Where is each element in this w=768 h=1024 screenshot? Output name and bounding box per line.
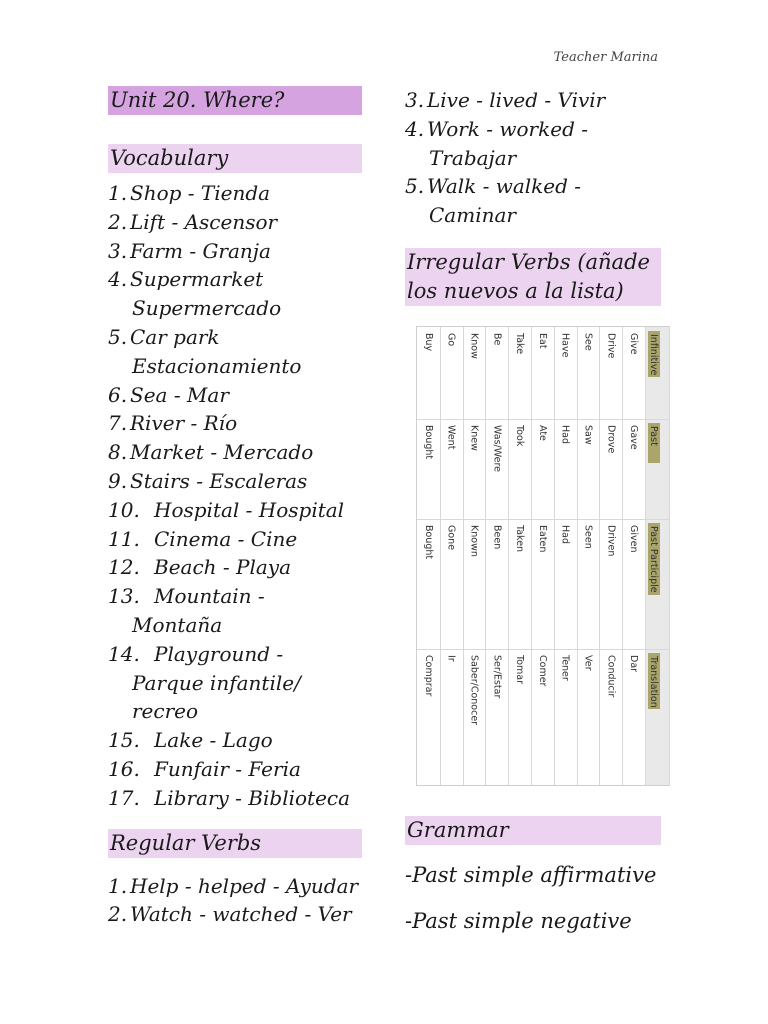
item-text: Car park	[130, 324, 220, 349]
table-cell	[417, 649, 440, 785]
item-number: 2.	[108, 209, 128, 234]
table-cell	[508, 649, 531, 785]
irregular-verbs-table	[416, 326, 670, 786]
item-text: Playground -	[154, 641, 284, 666]
table-cell-text: Seen	[582, 525, 594, 549]
left-column	[108, 86, 362, 929]
table-cell-text: Gone	[445, 525, 457, 551]
table-cell-text: Eaten	[536, 525, 548, 553]
table-cell	[508, 419, 531, 519]
item-number: 10.	[108, 497, 140, 522]
table-cell	[622, 419, 645, 519]
item-number: 4.	[108, 267, 128, 292]
table-cell-text: Given	[628, 525, 640, 553]
item-continuation: Supermercado	[132, 296, 282, 321]
table-cell-text: Comer	[536, 655, 548, 687]
table-cell	[463, 419, 486, 519]
table-cell	[485, 519, 508, 649]
table-cell-text: Bought	[422, 525, 434, 560]
list-item	[108, 381, 362, 410]
regular-verbs-list-right	[405, 86, 661, 230]
grammar-item-affirmative: -Past simple affirmative	[405, 863, 657, 887]
table-row	[531, 327, 555, 785]
item-number: 13.	[108, 584, 140, 609]
table-header-text: Infinitive	[648, 334, 659, 376]
table-cell	[531, 327, 554, 419]
table-cell-text: Gave	[628, 425, 640, 450]
table-cell-text: Known	[468, 525, 480, 557]
item-number: 7.	[108, 411, 128, 436]
list-item	[108, 467, 362, 496]
author-name: Teacher Marina	[553, 50, 658, 65]
item-text: River - Río	[130, 411, 238, 436]
vocabulary-list	[108, 179, 362, 813]
item-text: Supermarket	[130, 267, 264, 292]
irregular-heading-line1: Irregular Verbs (añade	[407, 249, 650, 274]
table-cell	[577, 419, 600, 519]
item-text: Lift - Ascensor	[130, 209, 278, 234]
irregular-verbs-heading	[405, 248, 661, 306]
table-cell-text: Ser/Estar	[491, 655, 503, 699]
table-row	[508, 327, 532, 785]
item-continuation: Caminar	[429, 203, 516, 228]
table-cell	[440, 649, 463, 785]
table-cell-text: Driven	[605, 525, 617, 557]
table-cell	[599, 649, 622, 785]
table-cell-text: Ver	[582, 655, 594, 671]
table-cell	[508, 519, 531, 649]
item-number: 4.	[405, 116, 425, 141]
table-cell-text: Bought	[422, 425, 434, 460]
item-number: 3.	[405, 88, 425, 112]
grammar-item-negative: -Past simple negative	[405, 909, 632, 933]
table-cell	[554, 649, 577, 785]
item-text: Market - Mercado	[130, 440, 314, 465]
table-cell	[440, 519, 463, 649]
table-cell	[554, 519, 577, 649]
list-item	[108, 179, 362, 208]
item-text: Live - lived - Vivir	[427, 88, 606, 112]
table-cell	[417, 419, 440, 519]
table-cell-text: Had	[559, 425, 571, 444]
item-number: 11.	[108, 526, 140, 551]
item-text: Hospital - Hospital	[154, 497, 345, 522]
table-row	[485, 327, 509, 785]
list-item	[108, 496, 362, 525]
regular-verbs-heading: Regular Verbs	[108, 829, 362, 858]
table-cell	[485, 649, 508, 785]
table-cell	[599, 519, 622, 649]
list-item	[108, 784, 362, 813]
table-cell	[577, 519, 600, 649]
table-cell	[577, 327, 600, 419]
item-text: Sea - Mar	[130, 382, 229, 407]
table-cell	[599, 419, 622, 519]
item-text: Work - worked -	[427, 116, 588, 141]
table-cell-text: Comprar	[422, 655, 434, 697]
unit-title: Unit 20. Where?	[108, 86, 362, 115]
table-cell	[463, 327, 486, 419]
table-header-cell	[648, 653, 660, 709]
item-number: 9.	[108, 468, 128, 493]
table-cell	[485, 419, 508, 519]
table-cell-text: Tomar	[514, 655, 526, 684]
item-continuation: Montaña	[132, 612, 223, 637]
table-cell	[463, 519, 486, 649]
table-cell	[554, 419, 577, 519]
table-cell	[508, 327, 531, 419]
list-item	[108, 582, 362, 640]
item-number: 12.	[108, 555, 140, 580]
table-cell	[417, 519, 440, 649]
list-item	[108, 726, 362, 755]
list-item	[108, 553, 362, 582]
table-header-cell	[648, 523, 660, 595]
table-cell-text: Dar	[628, 655, 640, 673]
table-cell	[622, 649, 645, 785]
table-cell	[577, 649, 600, 785]
list-item	[405, 86, 661, 115]
grammar-heading: Grammar	[405, 816, 661, 845]
table-cell-text: Go	[445, 333, 457, 347]
table-cell-text: Knew	[468, 425, 480, 451]
item-text: Lake - Lago	[154, 728, 273, 753]
table-divider	[417, 519, 669, 520]
item-text: Library - Biblioteca	[154, 785, 351, 810]
item-number: 17.	[108, 785, 140, 810]
table-cell-text: Drive	[605, 333, 617, 359]
list-item	[108, 438, 362, 467]
list-item	[108, 237, 362, 266]
table-cell	[622, 519, 645, 649]
table-row	[554, 327, 578, 785]
table-header-text: Past	[648, 426, 659, 446]
grammar-section	[405, 816, 661, 935]
item-text: Stairs - Escaleras	[130, 468, 308, 493]
table-divider	[417, 649, 669, 650]
table-header-column	[645, 327, 670, 785]
irregular-heading-line2: los nuevos a la lista)	[407, 278, 624, 303]
item-number: 8.	[108, 440, 128, 465]
table-cell	[463, 649, 486, 785]
table-cell-text: Drove	[605, 425, 617, 454]
item-number: 3.	[108, 238, 128, 263]
table-header-cell	[648, 331, 660, 377]
table-cell-text: Know	[468, 333, 480, 359]
table-cell-text: Had	[559, 525, 571, 544]
item-text: Help - helped - Ayudar	[130, 873, 359, 898]
item-text: Farm - Granja	[130, 238, 271, 263]
list-item	[405, 172, 661, 230]
list-item	[108, 755, 362, 784]
item-text: Shop - Tienda	[130, 181, 271, 205]
table-cell-text: Be	[491, 333, 503, 346]
table-cell	[599, 327, 622, 419]
table-cell	[531, 419, 554, 519]
table-cell	[417, 327, 440, 419]
table-cell	[554, 327, 577, 419]
vocabulary-heading: Vocabulary	[108, 144, 362, 173]
item-number: 5.	[405, 174, 425, 199]
table-header-text: Translation	[648, 656, 659, 708]
table-row	[599, 327, 623, 785]
table-cell-text: Ate	[536, 425, 548, 441]
table-cell-text: Been	[491, 525, 503, 550]
table-row	[463, 327, 487, 785]
regular-verbs-list-left	[108, 872, 362, 930]
list-item	[405, 115, 661, 173]
table-cell-text: Conducir	[605, 655, 617, 698]
table-cell-text: Saw	[582, 425, 594, 445]
table-row	[577, 327, 601, 785]
table-row	[440, 327, 464, 785]
table-header-text: Past Participle	[648, 526, 659, 593]
item-continuation: Parque infantile/	[132, 670, 301, 695]
table-cell-text: Saber/Conocer	[468, 655, 480, 726]
item-text: Watch - watched - Ver	[130, 902, 352, 927]
table-cell-text: Have	[559, 333, 571, 358]
item-text: Cinema - Cine	[154, 526, 298, 551]
list-item	[108, 208, 362, 237]
table-cell-text: Ir	[445, 655, 457, 662]
item-number: 1.	[108, 181, 128, 205]
item-number: 14.	[108, 641, 140, 666]
table-cell-text: Buy	[422, 333, 434, 352]
table-cell-text: See	[582, 333, 594, 351]
right-column	[405, 86, 661, 306]
item-text: Beach - Playa	[154, 555, 292, 580]
table-row	[622, 327, 646, 785]
table-cell	[440, 327, 463, 419]
item-continuation: recreo	[132, 699, 199, 724]
item-number: 2.	[108, 902, 128, 927]
table-cell-text: Take	[514, 333, 526, 355]
item-text: Walk - walked -	[427, 174, 582, 199]
item-text: Mountain -	[154, 584, 265, 609]
item-number: 15.	[108, 728, 140, 753]
table-cell-text: Eat	[536, 333, 548, 349]
item-continuation: Estacionamiento	[132, 353, 302, 378]
table-cell	[531, 649, 554, 785]
table-cell	[622, 327, 645, 419]
item-number: 6.	[108, 382, 128, 407]
list-item	[108, 640, 362, 726]
item-number: 5.	[108, 324, 128, 349]
table-cell	[531, 519, 554, 649]
table-cell-text: Went	[445, 425, 457, 450]
table-cell-text: Took	[514, 425, 526, 447]
table-cell	[440, 419, 463, 519]
list-item	[108, 872, 362, 901]
table-cell	[485, 327, 508, 419]
table-header-cell	[648, 423, 660, 463]
list-item	[108, 323, 362, 381]
table-cell-text: Was/Were	[491, 425, 503, 472]
table-cell-text: Give	[628, 333, 640, 355]
table-cell-text: Tener	[559, 655, 571, 681]
item-number: 16.	[108, 756, 140, 781]
list-item	[108, 525, 362, 554]
item-continuation: Trabajar	[429, 145, 517, 170]
list-item	[108, 900, 362, 929]
table-row	[417, 327, 441, 785]
table-divider	[417, 419, 669, 420]
list-item	[108, 265, 362, 323]
item-number: 1.	[108, 873, 128, 898]
list-item	[108, 409, 362, 438]
item-text: Funfair - Feria	[154, 756, 301, 781]
table-cell-text: Taken	[514, 525, 526, 553]
